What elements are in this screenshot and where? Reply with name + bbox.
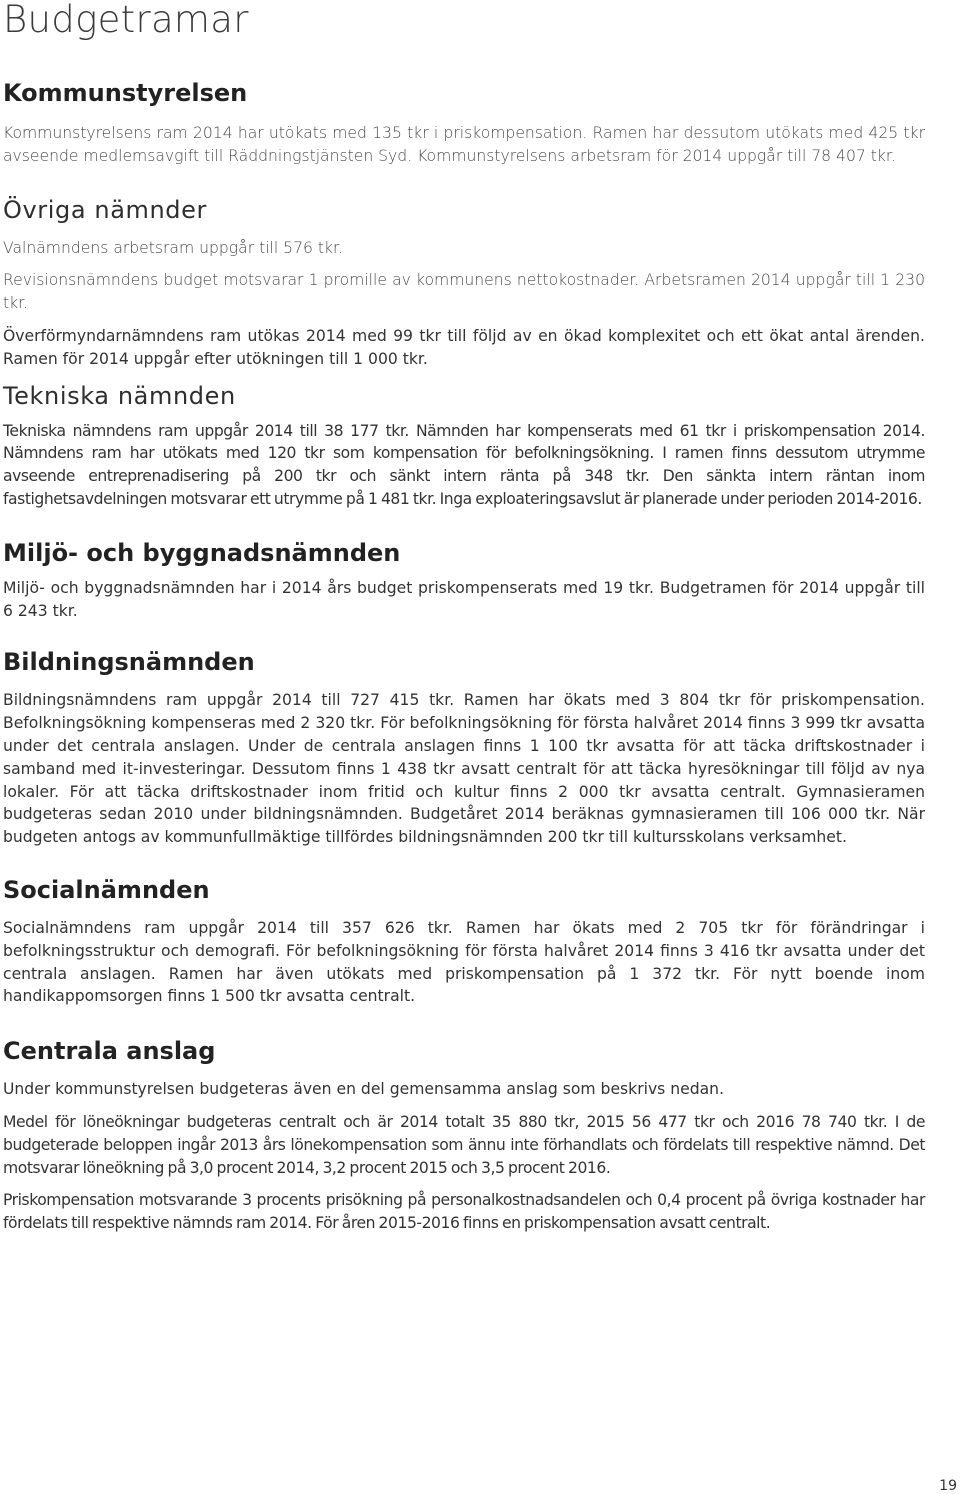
paragraph-overformyndarnamnden: Överförmyndarnämndens ram utökas 2014 med 99 tkr till följd av en ökad komplexitet och ett ökat antal ärenden. Ramen för 2014 uppgår efter utökningen till 1 000 tkr.: [3, 326, 925, 368]
section-ovriga-namnder: [3, 195, 925, 371]
paragraph-loneokningar: Medel för löneökningar budgeteras centralt och är 2014 totalt 35 880 tkr, 2015 56 477 tkr och 2016 78 740 tkr. I de budgeterade beloppen ingår 2013 års lönekompensation som ännu inte förhandlats och fördelats till respektive nämnd. Det motsvarar löneökning på 3,0 procent 2014, 3,2 procent 2015 och 3,5 procent 2016.: [3, 1112, 925, 1177]
section-kommunstyrelsen: [3, 78, 925, 168]
section-heading-kommunstyrelsen: Kommunstyrelsen: [3, 79, 248, 107]
page-title: Budgetramar: [3, 0, 249, 41]
paragraph-socialnamnden: Socialnämndens ram uppgår 2014 till 357 626 tkr. Ramen har ökats med 2 705 tkr för förändringar i befolkningsstruktur och demografi. För befolkningsökning för första halvåret 2014 finns 3 416 tkr avsatta under det centrala anslagen. Ramen har även utökats med priskompensation på 1 372 tkr. För nytt boende inom handikappomsorgen finns 1 500 tkr avsatta centralt.: [3, 918, 925, 1006]
paragraph-tekniska-namnden: Tekniska nämndens ram uppgår 2014 till 38 177 tkr. Nämnden har kompenserats med 61 tkr i priskompensation 2014. Nämndens ram har utökats med 120 tkr som kompensation för befolkningsökning. I ramen finns dessutom utrymme avseende entreprenadisering på 200 tkr och sänkt intern ränta på 348 tkr. Den sänkta intern räntan inom fastighetsavdelningen motsvarar ett utrymme på 1 481 tkr. Inga exploateringsavslut är planerade under perioden 2014-2016.: [3, 421, 925, 508]
paragraph-kommunstyrelsen: Kommunstyrelsens ram 2014 har utökats med 135 tkr i priskompensation. Ramen har dessutom utökats med 425 tkr avseende medlemsavgift till Räddningstjänsten Syd. Kommunstyrelsens arbetsram för 2014 uppgår till 78 407 tkr.: [3, 124, 925, 165]
section-centrala-anslag: [3, 1036, 925, 1235]
paragraph-valnamnden: Valnämndens arbetsram uppgår till 576 tkr.: [3, 238, 343, 257]
paragraph-priskompensation: Priskompensation motsvarande 3 procents prisökning på personalkostnadsandelen och 0,4 procent på övriga kostnader har fördelats till respektive nämnds ram 2014. För åren 2015-2016 finns en priskompensation avsatt centralt.: [3, 1191, 925, 1233]
section-miljo-bygg: [3, 538, 925, 623]
paragraph-miljo-bygg: Miljö- och byggnadsnämnden har i 2014 års budget priskompenserats med 19 tkr. Budgetramen för 2014 uppgår till 6 243 tkr.: [3, 578, 925, 620]
document-page: [3, 0, 925, 1235]
paragraph-revisionsnamnden: Revisionsnämndens budget motsvarar 1 promille av kommunens nettokostnader. Arbetsramen 2014 uppgår till 1 230 tkr.: [3, 271, 925, 313]
section-bildningsnamnden: [3, 647, 925, 849]
section-heading-miljo-bygg: Miljö- och byggnadsnämnden: [3, 538, 401, 567]
section-heading-tekniska-namnden: Tekniska nämnden: [3, 381, 236, 410]
section-socialnamnden: [3, 875, 925, 1008]
section-heading-socialnamnden: Socialnämnden: [3, 875, 210, 904]
section-tekniska-namnden: [3, 381, 925, 511]
section-heading-bildningsnamnden: Bildningsnämnden: [3, 648, 255, 677]
page-number: 19: [939, 1478, 957, 1494]
section-heading-ovriga-namnder: Övriga nämnder: [3, 195, 207, 224]
section-heading-centrala-anslag: Centrala anslag: [3, 1037, 216, 1066]
paragraph-bildningsnamnden: Bildningsnämndens ram uppgår 2014 till 727 415 tkr. Ramen har ökats med 3 804 tkr för priskompensation. Befolkningsökning kompenseras med 2 320 tkr. För befolkningsökning för första halvåret 2014 finns 3 999 tkr avsatta under det centrala anslagen. Under de centrala anslagen finns 1 100 tkr avsatta för att täcka driftskostnader i samband med it-investeringar. Dessutom finns 1 438 tkr avsatt centralt för att täcka hyresökningar till följd av nya lokaler. För att täcka driftskostnader inom fritid och kultur finns 2 000 tkr avsatta centralt. Gymnasieramen budgeteras sedan 2010 under bildningsnämnden. Budgetåret 2014 beräknas gymnasieramen till 106 000 tkr. När budgeten antogs av kommunfullmäktige tillfördes bildningsnämnden 200 tkr till kultursskolans verksamhet.: [3, 691, 925, 847]
paragraph-centrala-anslag-intro: Under kommunstyrelsen budgeteras även en del gemensamma anslag som beskrivs nedan.: [3, 1080, 725, 1099]
